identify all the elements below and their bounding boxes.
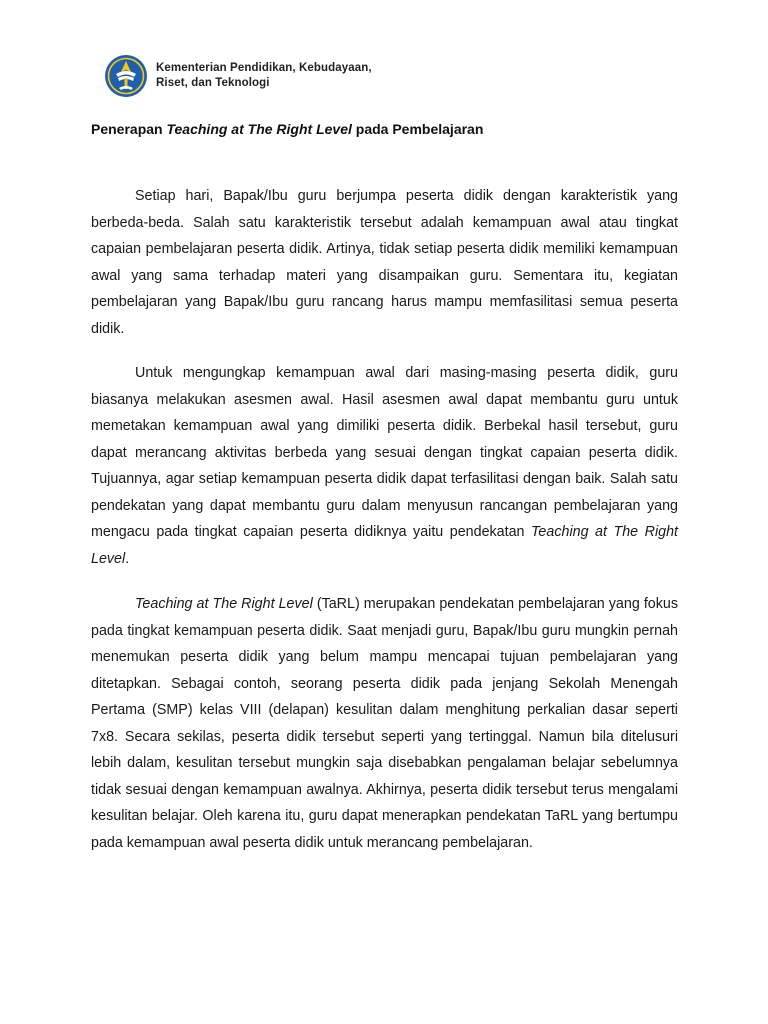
paragraph-3 [91,591,678,856]
paragraph-1: Setiap hari, Bapak/Ibu guru berjumpa peserta didik dengan karakteristik yang berbeda-beda. Salah satu karakteristik tersebut adalah kemampuan awal atau tingkat capaian pembelajaran peserta didik. Artinya, tidak setiap peserta didik memiliki kemampuan awal yang sama terhadap materi yang disampaikan guru. Sementara itu, kegiatan pembelajaran yang Bapak/Ibu guru rancang harus mampu memfasilitasi semua peserta didik. [91,188,678,337]
document-header [104,54,372,98]
title-italic: Teaching at The Right Level [166,121,352,137]
ministry-name-line2: Riset, dan Teknologi [156,77,270,89]
document-title [91,121,691,137]
paragraph-2-italic: Teaching at The Right Level [91,524,678,567]
paragraph-2-end: . [125,550,130,567]
tut-wuri-handayani-logo-icon [104,54,148,98]
ministry-name [156,61,372,91]
document-body [91,183,678,874]
paragraph-2-text: Untuk mengungkap kemampuan awal dari masing-masing peserta didik, guru biasanya melakukan asesmen awal. Hasil asesmen awal dapat membantu guru untuk memetakan kemampuan awal yang dimiliki peserta didik. Berbekal hasil tersebut, guru dapat merancang aktivitas berbeda yang sesuai dengan tingkat capaian peserta didik. Tujuannya, agar setiap kemampuan peserta didik dapat terfasilitasi dengan baik. Salah satu pendekatan yang dapat membantu guru dalam menyusun rancangan pembelajaran yang mengacu pada tingkat capaian peserta didiknya yaitu pendekatan [91,365,678,540]
ministry-name-line1: Kementerian Pendidikan, Kebudayaan, [156,62,372,74]
title-prefix: Penerapan [91,121,167,137]
title-suffix: pada Pembelajaran [351,121,484,137]
paragraph-3-text: (TaRL) merupakan pendekatan pembelajaran yang fokus pada tingkat kemampuan peserta didik. Saat menjadi guru, Bapak/Ibu guru mungkin pernah menemukan peserta didik yang belum mampu mencapai tujuan pembelajaran yang ditetapkan. Sebagai contoh, seorang peserta didik pada jenjang Sekolah Menengah Pertama (SMP) kelas VIII (delapan) kesulitan dalam menghitung perkalian dasar seperti 7x8. Secara sekilas, peserta didik tersebut seperti yang tertinggal. Namun bila ditelusuri lebih dalam, kesulitan tersebut mungkin saja disebabkan pengalaman belajar sebelumnya tidak sesuai dengan kemampuan awalnya. Akhirnya, peserta didik tersebut terus mengalami kesulitan belajar. Oleh karena itu, guru dapat menerapkan pendekatan TaRL yang bertumpu pada kemampuan awal peserta didik untuk merancang pembelajaran. [91,596,678,851]
paragraph-2 [91,360,678,572]
paragraph-3-italic: Teaching at The Right Level [135,596,313,612]
